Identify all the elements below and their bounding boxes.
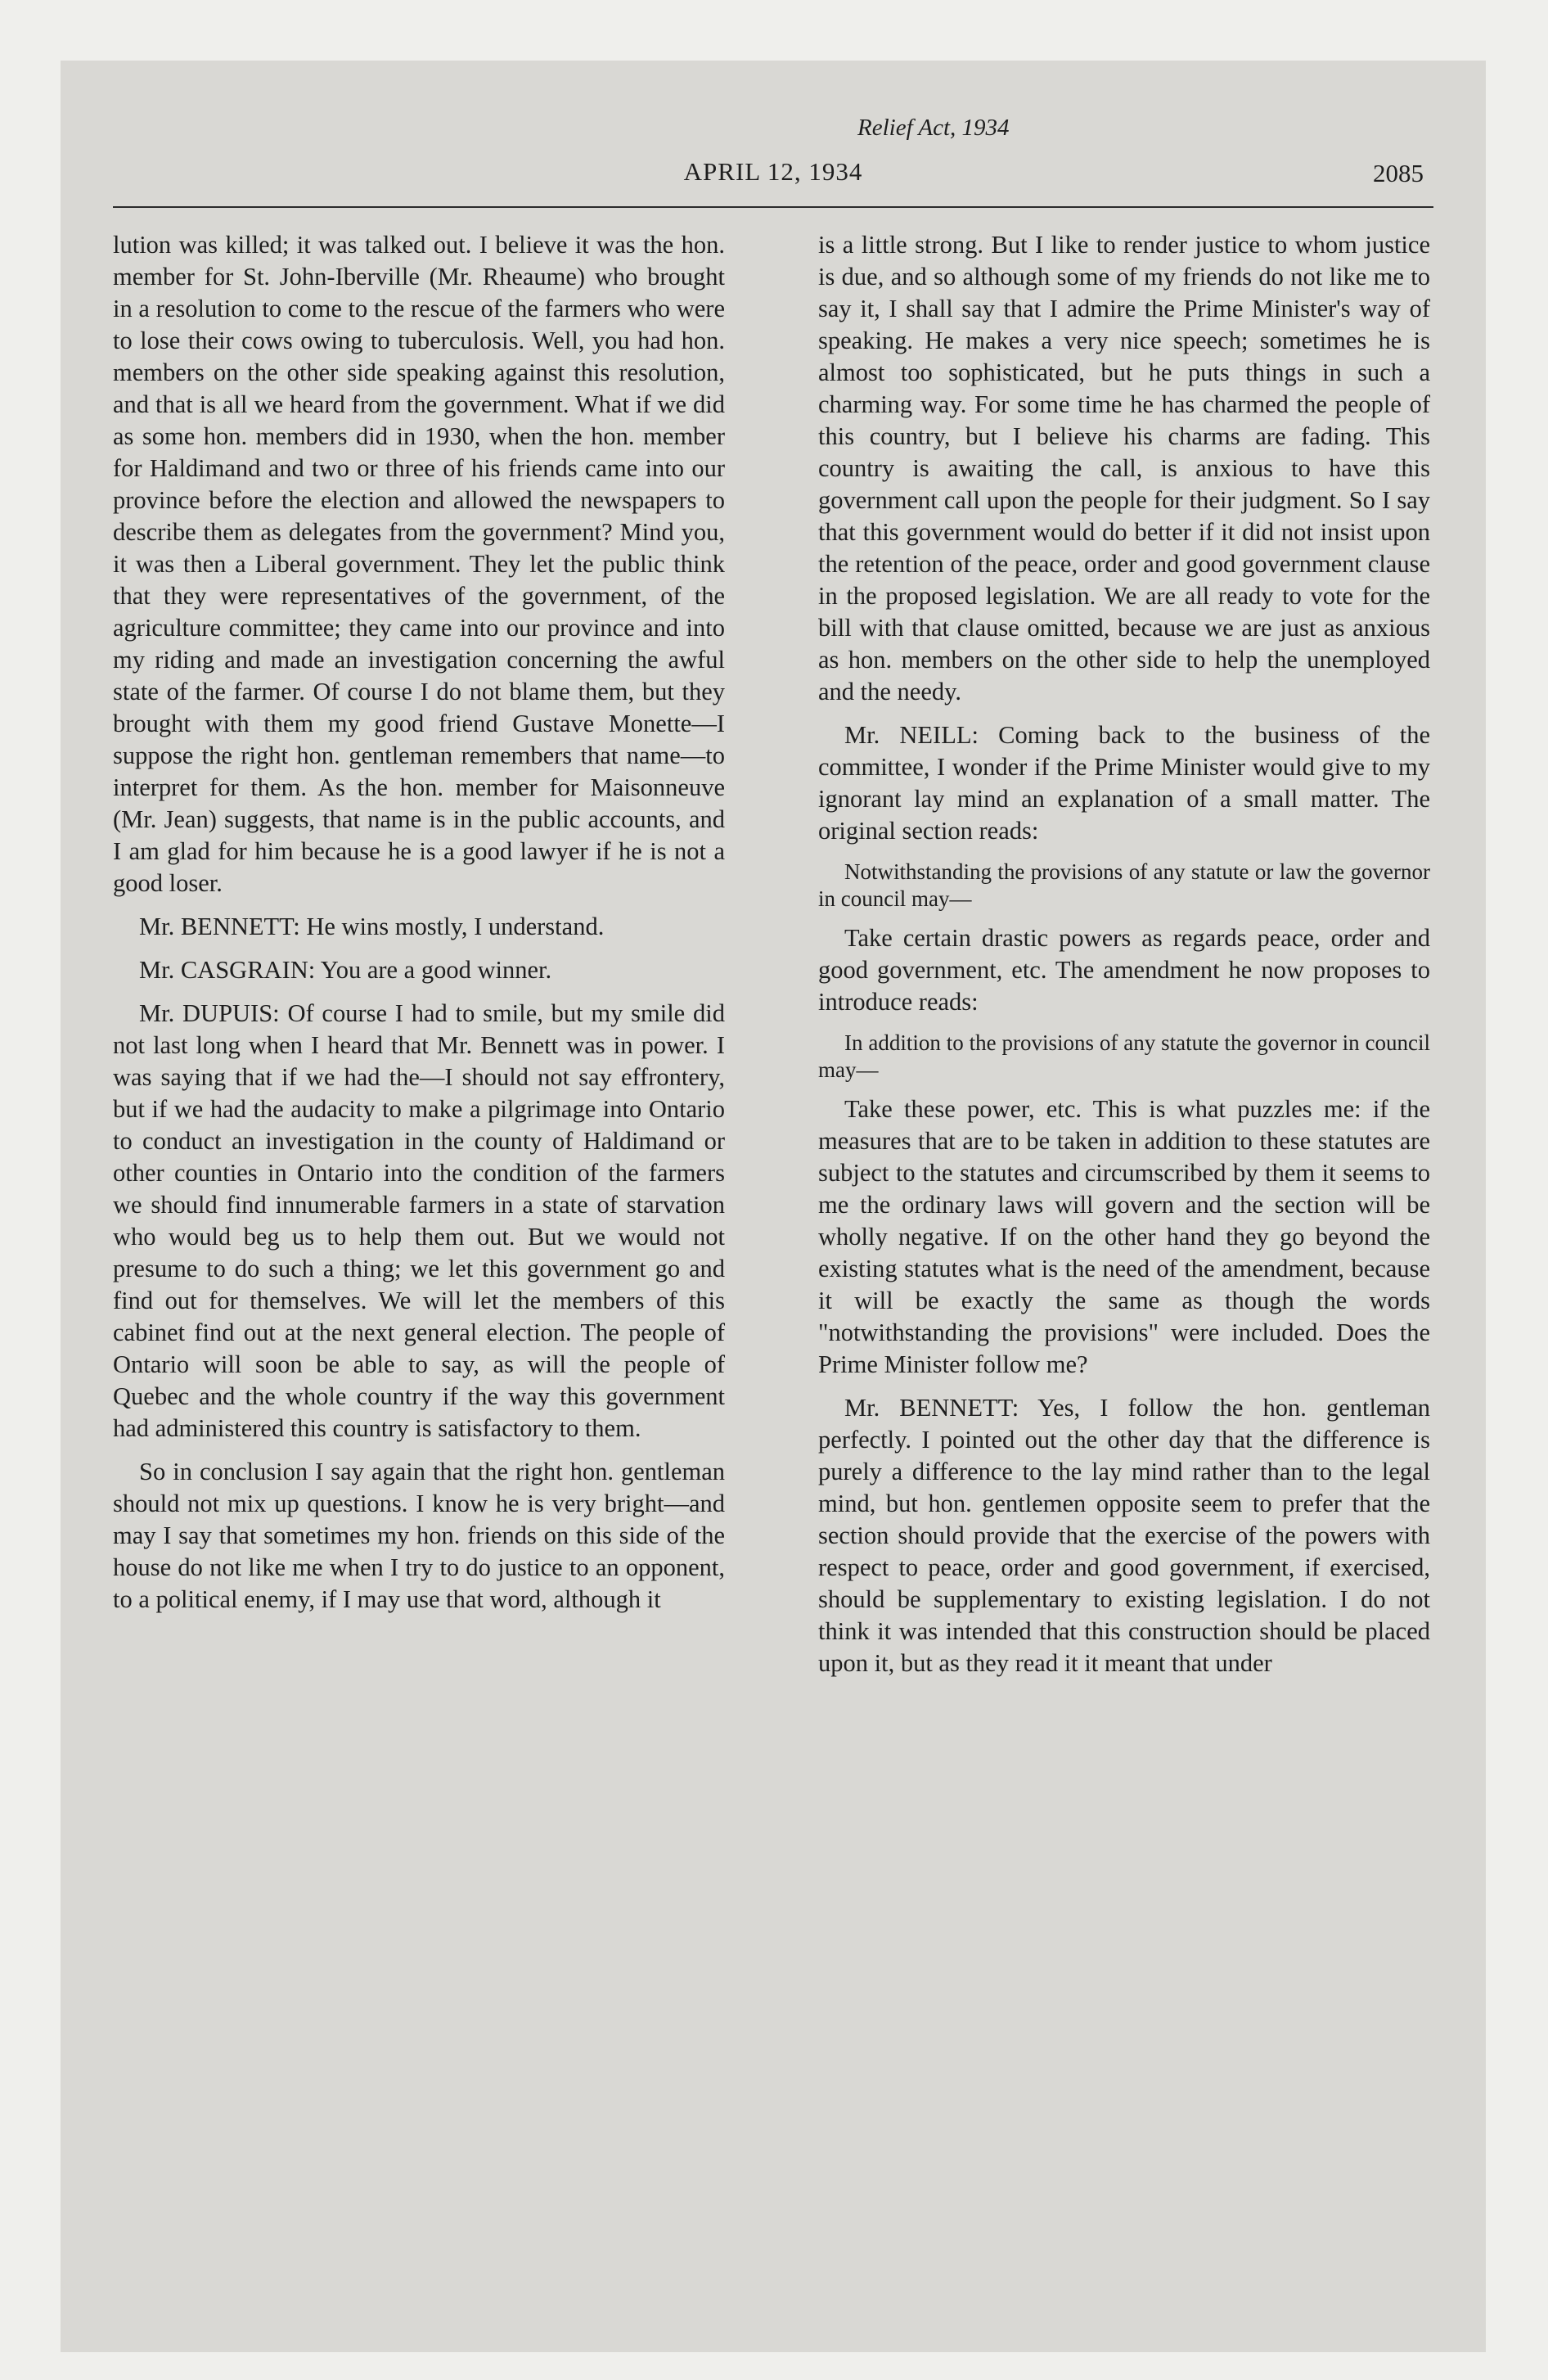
paragraph: Mr. BENNETT: He wins mostly, I understand.	[139, 913, 605, 940]
paragraph: Mr. DUPUIS: Of course I had to smile, but my smile did not last long when I heard that Mr. Bennett was in power. I was saying that if we had the—I should not say effrontery, but if we had the audacity to make a pilgrimage into Ontario to conduct an investigation in the county of Haldimand or other counties in Ontario into the condition of the farmers we should find innumerable farmers in a state of starvation who would beg us to help them out. But we would not presume to do such a thing; we let this government go and find out for themselves. We will let the members of this cabinet find out at the next general election. The people of Ontario will soon be able to say, as will the people of Quebec and the whole country if the way this government had administered this country is satisfactory to them.	[113, 999, 725, 1442]
header-date: APRIL 12, 1934	[683, 157, 863, 186]
left-column	[113, 229, 725, 1627]
page-sheet	[61, 61, 1486, 2352]
right-column	[818, 229, 1430, 1691]
running-title: Relief Act, 1934	[857, 115, 1010, 141]
paragraph: Take certain drastic powers as regards peace, order and good government, etc. The amendment he now proposes to introduce reads:	[818, 924, 1430, 1016]
page-header	[113, 149, 1433, 206]
paragraph: is a little strong. But I like to render justice to whom justice is due, and so although some of my friends do not like me to say it, I shall say that I admire the Prime Minister's way of speaking. He makes a very nice speech; sometimes he is almost too sophisticated, but he puts things in such a charming way. For some time he has charmed the people of this country, but I believe his charms are fading. This country is awaiting the call, is anxious to have this government call upon the people for their judgment. So I say that this government would do better if it did not insist upon the retention of the peace, order and good government clause in the proposed legislation. We are all ready to vote for the bill with that clause omitted, because we are just as anxious as hon. members on the other side to help the unemployed and the needy.	[818, 231, 1430, 705]
paragraph: So in conclusion I say again that the right hon. gentleman should not mix up questions. I know he is very bright—and may I say that sometimes my hon. friends on this side of the house do not like me when I try to do justice to an opponent, to a political enemy, if I may use that word, although it	[113, 1458, 725, 1613]
quoted-statute: In addition to the provisions of any statute the governor in council may—	[818, 1030, 1430, 1082]
page-number: 2085	[1373, 159, 1424, 187]
paragraph: Take these power, etc. This is what puzzles me: if the measures that are to be taken in addition to these statutes are subject to the statutes and circumscribed by them it seems to me the ordinary laws will govern and the section will be wholly negative. If on the other hand they go beyond the existing statutes what is the need of the amendment, because it will be exactly the same as though the words "notwithstanding the provisions" were included. Does the Prime Minister follow me?	[818, 1095, 1430, 1378]
header-rule	[113, 206, 1433, 208]
paragraph: Mr. NEILL: Coming back to the business of the committee, I wonder if the Prime Minister would give to my ignorant lay mind an explanation of a small matter. The original section reads:	[818, 721, 1430, 845]
paragraph: Mr. CASGRAIN: You are a good winner.	[139, 956, 552, 984]
quoted-statute: Notwithstanding the provisions of any statute or law the governor in council may—	[818, 859, 1430, 911]
paragraph: lution was killed; it was talked out. I believe it was the hon. member for St. John-Iberville (Mr. Rheaume) who brought in a resolution to come to the rescue of the farmers who were to lose their cows owing to tuberculosis. Well, you had hon. members on the other side speaking against this resolution, and that is all we heard from the government. What if we did as some hon. members did in 1930, when the hon. member for Haldimand and two or three of his friends came into our province before the election and allowed the newspapers to describe them as delegates from the government? Mind you, it was then a Liberal government. They let the public think that they were representatives of the government, of the agriculture committee; they came into our province and into my riding and made an investigation concerning the awful state of the farmer. Of course I do not blame them, but they brought with them my good friend Gustave Monette—I suppose the right hon. gentleman remembers that name—to interpret for them. As the hon. member for Maisonneuve (Mr. Jean) suggests, that name is in the public accounts, and I am glad for him because he is a good lawyer if he is not a good loser.	[113, 231, 725, 897]
paragraph: Mr. BENNETT: Yes, I follow the hon. gentleman perfectly. I pointed out the other day that the difference is purely a difference to the lay mind rather than to the legal mind, but hon. gentlemen opposite seem to prefer that the section should provide that the exercise of the powers with respect to peace, order and good government, if exercised, should be supplementary to existing legislation. I do not think it was intended that this construction should be placed upon it, but as they read it it meant that under	[818, 1394, 1430, 1677]
